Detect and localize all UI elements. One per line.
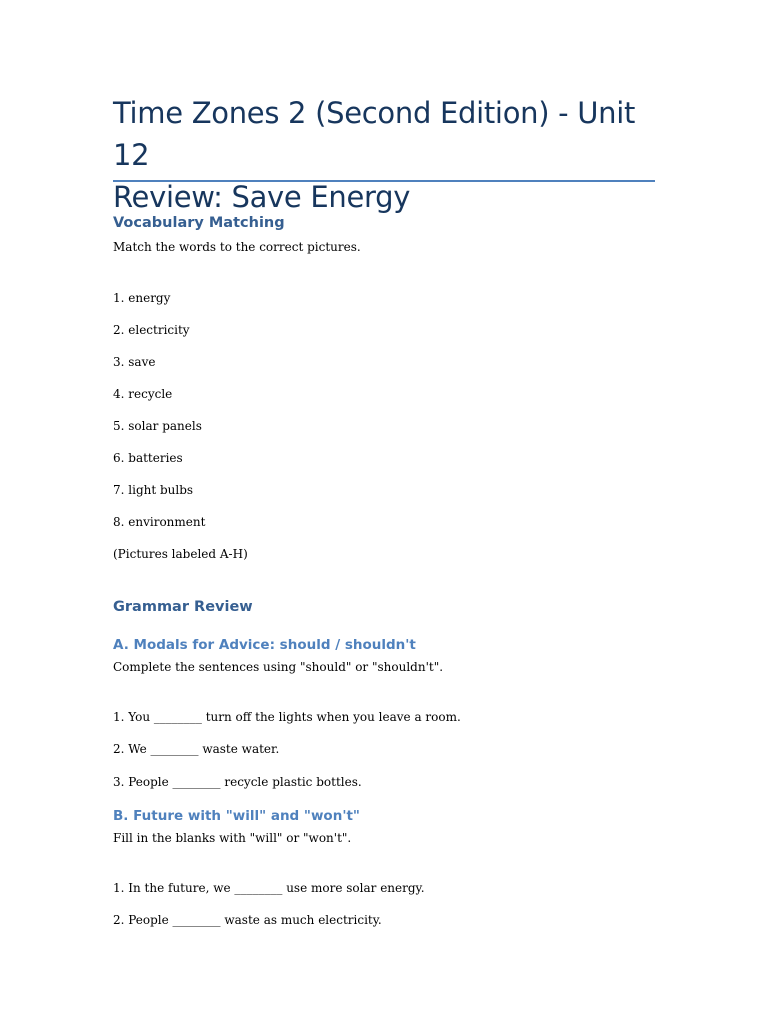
- grammar-b-heading: B. Future with "will" and "won't": [113, 808, 360, 824]
- grammar-a-instruction: Complete the sentences using "should" or "shouldn't".: [113, 660, 444, 674]
- vocab-item-8: 8. environment: [113, 515, 206, 529]
- document-title: [113, 92, 658, 218]
- vocab-item-6: 6. batteries: [113, 451, 183, 465]
- vocab-instruction: Match the words to the correct pictures.: [113, 240, 361, 254]
- grammar-a-item-2: 2. We ________ waste water.: [113, 742, 280, 756]
- vocab-heading: Vocabulary Matching: [113, 215, 285, 231]
- vocab-item-3: 3. save: [113, 355, 156, 369]
- document-page: [113, 0, 658, 1024]
- grammar-a-heading: A. Modals for Advice: should / shouldn't: [113, 637, 416, 653]
- grammar-b-item-1: 1. In the future, we ________ use more solar energy.: [113, 881, 425, 895]
- vocab-item-4: 4. recycle: [113, 387, 173, 401]
- grammar-heading: Grammar Review: [113, 599, 253, 615]
- title-divider: [113, 180, 655, 182]
- title-line-2: Review: Save Energy: [113, 180, 411, 214]
- grammar-b-item-2: 2. People ________ waste as much electricity.: [113, 913, 382, 927]
- vocab-item-7: 7. light bulbs: [113, 483, 194, 497]
- vocab-item-2: 2. electricity: [113, 323, 190, 337]
- title-line-1: Time Zones 2 (Second Edition) - Unit 12: [113, 96, 636, 172]
- vocab-note: (Pictures labeled A-H): [113, 547, 248, 561]
- grammar-b-instruction: Fill in the blanks with "will" or "won't".: [113, 831, 352, 845]
- grammar-a-item-3: 3. People ________ recycle plastic bottles.: [113, 775, 362, 789]
- vocab-item-5: 5. solar panels: [113, 419, 202, 433]
- vocab-item-1: 1. energy: [113, 291, 171, 305]
- grammar-a-item-1: 1. You ________ turn off the lights when you leave a room.: [113, 710, 461, 724]
